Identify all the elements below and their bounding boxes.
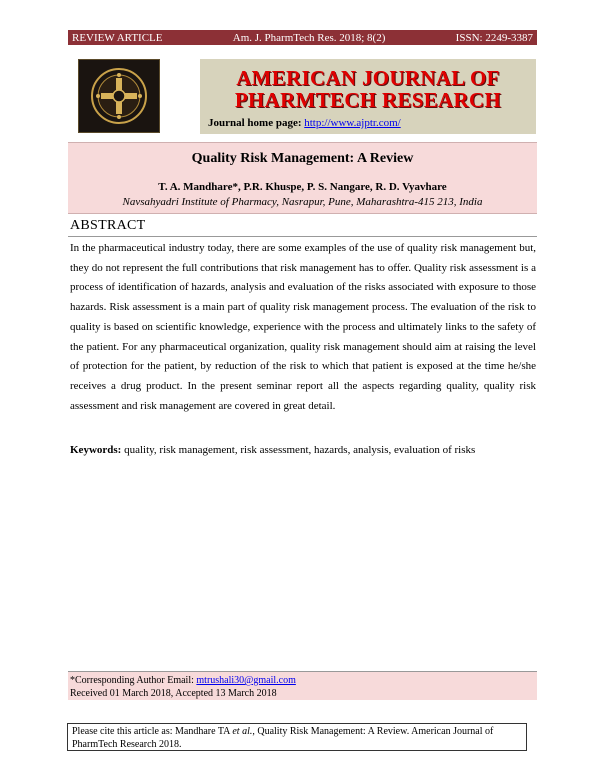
journal-title-box xyxy=(200,59,536,134)
journal-citation: Am. J. PharmTech Res. 2018; 8(2) xyxy=(232,31,386,44)
abstract-divider xyxy=(68,236,537,237)
journal-name-line1: AMERICAN JOURNAL OF xyxy=(236,66,500,90)
journal-homepage xyxy=(208,117,401,129)
seal-emblem-icon xyxy=(79,60,159,132)
paper-title: Quality Risk Management: A Review xyxy=(191,151,414,166)
citation-box xyxy=(67,723,527,751)
journal-name xyxy=(200,67,536,111)
author-list: T. A. Mandhare*, P.R. Khuspe, P. S. Nangare, R. D. Vyavhare xyxy=(158,181,447,193)
journal-name-line2: PHARMTECH RESEARCH xyxy=(234,88,502,112)
received-dates: Received 01 March 2018, Accepted 13 March 2018 xyxy=(70,688,277,699)
abstract-heading: ABSTRACT xyxy=(70,218,146,233)
journal-seal-logo-icon xyxy=(78,59,160,133)
article-type: REVIEW ARTICLE xyxy=(72,31,163,44)
cite-etal: et al. xyxy=(232,726,253,737)
issn: ISSN: 2249-3387 xyxy=(455,31,533,44)
affiliation: Navsahyadri Institute of Pharmacy, Nasrapur, Pune, Maharashtra-415 213, India xyxy=(122,196,483,208)
keywords-label: Keywords: xyxy=(70,444,122,456)
journal-masthead xyxy=(70,53,536,133)
corresponding-author xyxy=(70,674,296,687)
cite-prefix: Please cite this article as: Mandhare TA xyxy=(72,726,230,737)
abstract-text: In the pharmaceutical industry today, there are some examples of the use of quality risk management but, they do not represent the full contributions that risk management has to offer. Quality risk assessment is a process of identification of hazards, analysis and evaluation of the risks associated with exposure to those hazards. Risk assessment is a main part of quality risk management process. The evaluation of the risk to quality is based on scientific knowledge, experience with the process and ultimately links to the safety of the patient. For any pharmaceutical organization, quality risk management should aim at raising the level of protection for the patient, by reduction of the risk to which that patient is exposed at the time he/she receives a drug product. In the present seminar report all the aspects regarding quality, quality risk assessment and risk management are covered in great detail. xyxy=(70,242,536,412)
corresponding-author-box xyxy=(68,671,537,700)
homepage-label: Journal home page: xyxy=(208,117,302,129)
header-bar xyxy=(68,30,537,45)
homepage-link[interactable]: http://www.ajptr.com/ xyxy=(304,117,401,129)
cite-suffix: , Quality Risk Management: A Review. American Journal of PharmTech Research 2018. xyxy=(72,726,494,750)
corresponding-email-link[interactable]: mtrushali30@gmail.com xyxy=(196,675,296,686)
keywords xyxy=(70,443,536,457)
corresponding-label: *Corresponding Author Email: xyxy=(70,675,194,686)
keywords-list: quality, risk management, risk assessment, hazards, analysis, evaluation of risks xyxy=(124,444,476,456)
paper-header xyxy=(68,142,537,214)
